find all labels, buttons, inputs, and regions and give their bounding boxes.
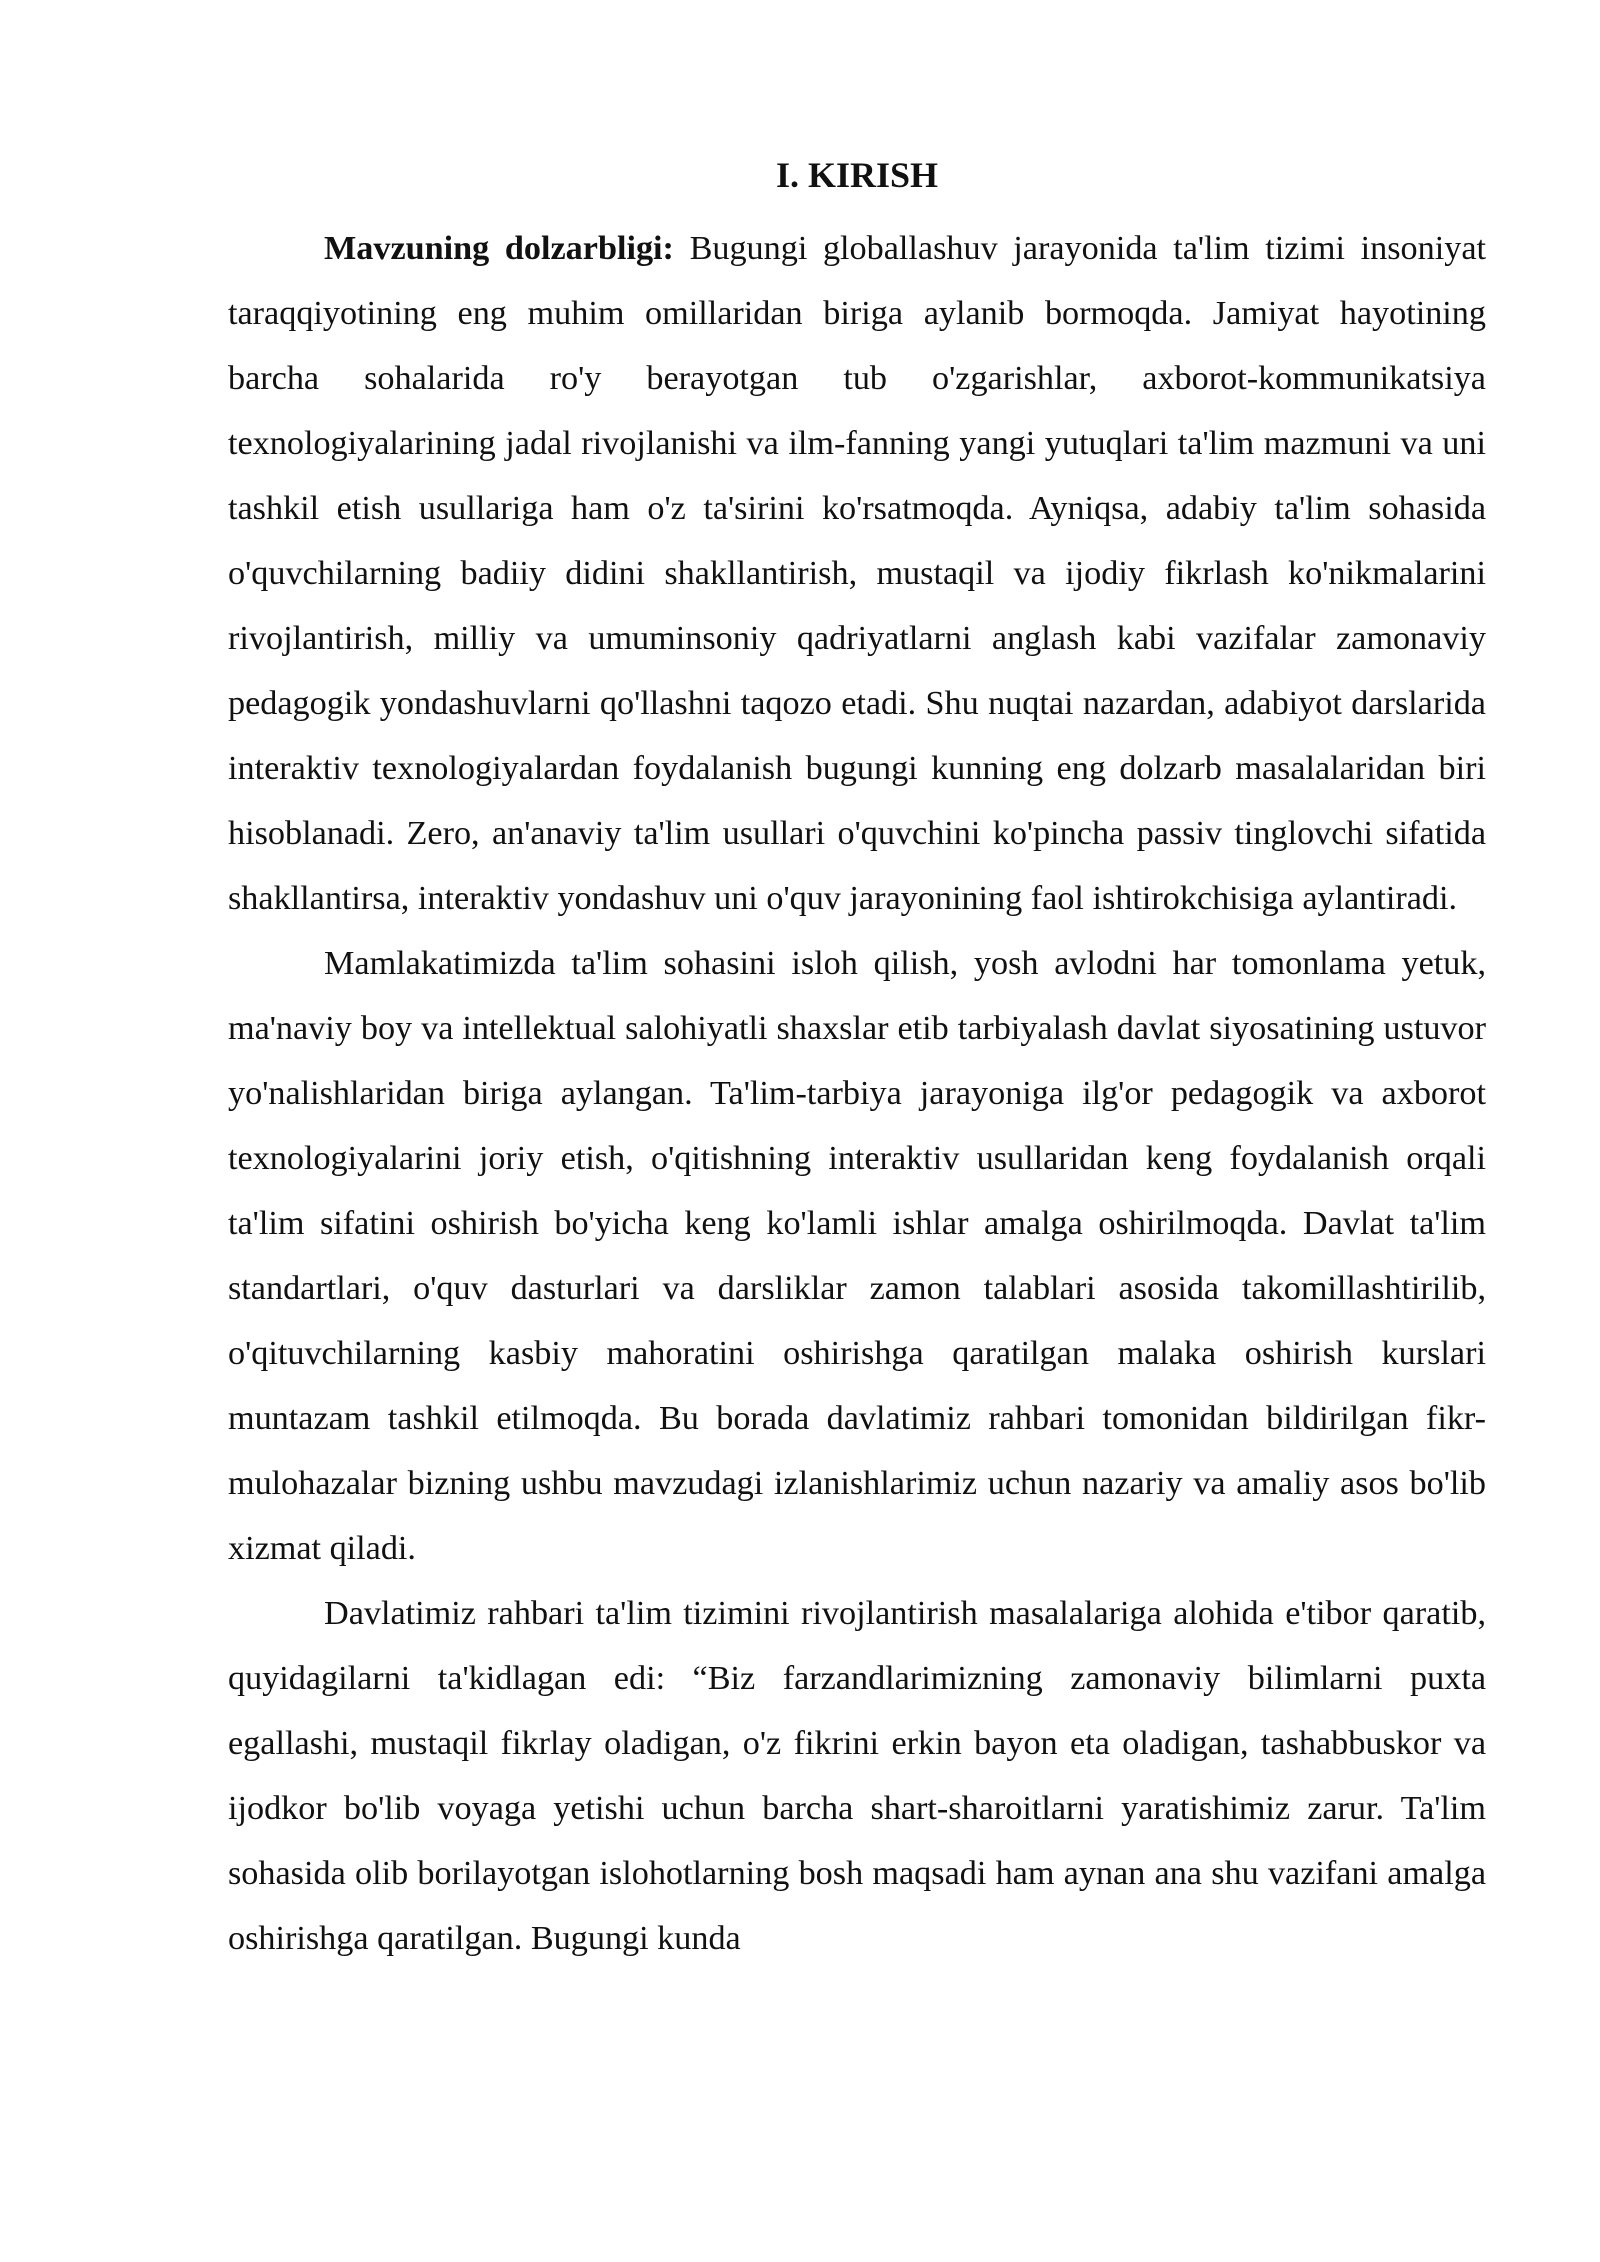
paragraph-body: Mamlakatimizda ta'lim sohasini isloh qilish, yosh avlodni har tomonlama yetuk, ma'naviy boy va intellektual salohiyatli shaxslar etib tarbiyalash davlat siyosatining ustuvor yo'nalishlaridan biriga aylangan. Ta'lim-tarbiya jarayoniga ilg'or pedagogik va axborot texnologiyalarini joriy etish, o'qitishning interaktiv usullaridan keng foydalanish orqali ta'lim sifatini oshirish bo'yicha keng ko'lamli ishlar amalga oshirilmoqda. Davlat ta'lim standartlari, o'quv dasturlari va darsliklar zamon talablari asosida takomillashtirilib, o'qituvchilarning kasbiy mahoratini oshirishga qaratilgan malaka oshirish kurslari muntazam tashkil etilmoqda. Bu borada davlatimiz rahbari tomonidan bildirilgan fikr-mulohazalar bizning ushbu mavzudagi izlanishlarimiz uchun nazariy va amaliy asos bo'lib xizmat qiladi. [228, 945, 1486, 1567]
paragraph-lead-label: Mavzuning dolzarbligi: [324, 230, 674, 267]
document-page [228, 140, 1486, 1971]
paragraph-body: Davlatimiz rahbari ta'lim tizimini rivojlantirish masalalariga alohida e'tibor qaratib, quyidagilarni ta'kidlagan edi: “Biz farzandlarimizning zamonaviy bilimlarni puxta egallashi, mustaqil fikrlay oladigan, o'z fikrini erkin bayon eta oladigan, tashabbuskor va ijodkor bo'lib voyaga yetishi uchun barcha shart-sharoitlarni yaratishimiz zarur. Ta'lim sohasida olib borilayotgan islohotlarning bosh maqsadi ham aynan ana shu vazifani amalga oshirishga qaratilgan. Bugungi kunda [228, 1595, 1486, 1957]
paragraph-relevance [228, 216, 1486, 931]
paragraph-body: Bugungi globallashuv jarayonida ta'lim tizimi insoniyat taraqqiyotining eng muhim omillaridan biriga aylanib bormoqda. Jamiyat hayotining barcha sohalarida ro'y berayotgan tub o'zgarishlar, axborot-kommunikatsiya texnologiyalarining jadal rivojlanishi va ilm-fanning yangi yutuqlari ta'lim mazmuni va uni tashkil etish usullariga ham o'z ta'sirini ko'rsatmoqda. Ayniqsa, adabiy ta'lim sohasida o'quvchilarning badiiy didini shakllantirish, mustaqil va ijodiy fikrlash ko'nikmalarini rivojlantirish, milliy va umuminsoniy qadriyatlarni anglash kabi vazifalar zamonaviy pedagogik yondashuvlarni qo'llashni taqozo etadi. Shu nuqtai nazardan, adabiyot darslarida interaktiv texnologiyalardan foydalanish bugungi kunning eng dolzarb masalalaridan biri hisoblanadi. Zero, an'anaviy ta'lim usullari o'quvchini ko'pincha passiv tinglovchi sifatida shakllantirsa, interaktiv yondashuv uni o'quv jarayonining faol ishtirokchisiga aylantiradi. [228, 230, 1487, 917]
paragraph-reforms [228, 931, 1486, 1581]
paragraph-quote [228, 1581, 1486, 1971]
section-heading: I. KIRISH [775, 155, 939, 195]
